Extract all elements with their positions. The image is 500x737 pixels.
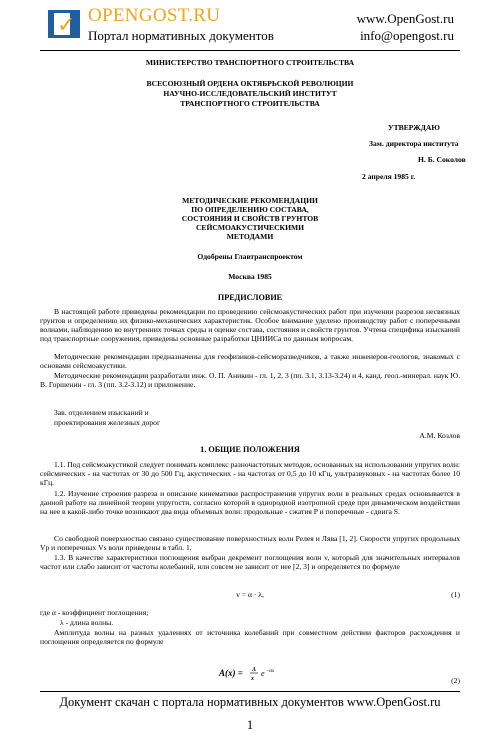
preface-paragraph-2: Методические рекомендации предназначены для геофизиков-сейсморазведчиков, а также инженеров-геологов, знакомых с основами сейсмоакустики. <box>40 352 460 370</box>
approval-position: Зам. директора института <box>369 139 459 148</box>
institute-line-3: ТРАНСПОРТНОГО СТРОИТЕЛЬСТВА <box>180 99 320 108</box>
checkmark-icon: ✓ <box>57 13 76 38</box>
ministry-name: МИНИСТЕРСТВО ТРАНСПОРТНОГО СТРОИТЕЛЬСТВА <box>145 58 355 67</box>
doc-title-line-5: МЕТОДАМИ <box>226 232 274 241</box>
brand-name: OPENGOST.RU <box>88 5 221 26</box>
paragraph-1-3: 1.3. В качестве характеристики поглощения выбран декремент поглощения волн v, который для значительных интервалов частот или слабо зависит от частоты колебаний, или совсем не зависит от нее [2, 3] и определяется по формуле <box>40 553 460 571</box>
paragraph-1-2: 1.2. Изучение строения разреза и описание кинематики распространения упругих волн в реальных средах основывается в данной работе на линейной теории упругости, согласно которой в однородной изотропной среде при динамическом воздействии на нее в какой-либо точке возникают два вида объемных волн: продольные - сжатия P и поперечные - сдвига S. <box>40 489 460 516</box>
svg-text:e: e <box>261 669 265 678</box>
page-number: 1 <box>246 717 254 732</box>
section-1-heading: 1. ОБЩИЕ ПОЛОЖЕНИЯ <box>200 445 300 454</box>
formula-1: v = α · λ, <box>236 590 264 599</box>
footer-divider <box>40 691 460 692</box>
department-head: А.М. Козлов <box>419 431 460 440</box>
paragraph-amplitude: Амплитуда волны на разных удалениях от источника колебаний при совместном действии факторов расхождения и поглощения определяется по формуле <box>40 628 460 646</box>
institute-line-1: ВСЕСОЮЗНЫЙ ОРДЕНА ОКТЯБРЬСКОЙ РЕВОЛЮЦИИ <box>146 79 354 88</box>
opengost-logo <box>48 10 80 38</box>
doc-title-line-3: СОСТОЯНИЯ И СВОЙСТВ ГРУНТОВ <box>181 214 319 223</box>
header-divider <box>40 50 460 51</box>
preface-heading: ПРЕДИСЛОВИЕ <box>217 293 283 302</box>
site-header <box>0 0 500 52</box>
doc-title-line-1: МЕТОДИЧЕСКИЕ РЕКОМЕНДАЦИИ <box>182 196 318 205</box>
definition-lambda: λ - длина волны. <box>60 618 114 627</box>
svg-text:A(x) =: A(x) = <box>219 668 243 678</box>
formula-1-number: (1) <box>451 590 460 599</box>
email-link[interactable]: info@opengost.ru <box>360 28 454 43</box>
place-year: Москва 1985 <box>228 272 272 281</box>
formula-2-image <box>218 664 276 682</box>
download-notice: Документ скачан с портала нормативных документов www.OpenGost.ru <box>59 695 441 709</box>
doc-title-line-4: СЕЙСМОАКУСТИЧЕСКИМИ <box>195 223 305 232</box>
doc-title-line-2: ПО ОПРЕДЕЛЕНИЮ СОСТАВА, <box>191 205 309 214</box>
svg-text:A: A <box>252 667 257 673</box>
definition-alpha: где α - коэффициент поглощения; <box>40 608 149 617</box>
svg-text:x: x <box>251 676 254 682</box>
paragraph-1-1: 1.1. Под сейсмоакустикой следует понимать комплекс разночастотных методов, основанных на использовании упругих волн: сейсмических - на частотах от 30 до 500 Гц, акустических - на частотах от 0,5 до 10 кГц, ультразвуковых - на частотах более 10 кГц. <box>40 460 460 487</box>
approval-title: УТВЕРЖДАЮ <box>388 123 440 132</box>
department-line-1: Зав. отделением изысканий и <box>54 408 149 417</box>
brand-tagline: Портал нормативных документов <box>88 28 274 43</box>
paragraph-1-2-continued: Со свободной поверхностью связано существование поверхностных волн Релея и Лява [1, 2]. Скорости упругих продольных Vp и поперечных Vs волн приведены в табл. 1. <box>40 534 460 552</box>
approved-by: Одобрены Главтранспроектом <box>197 252 303 261</box>
approval-name: Н. Б. Соколов <box>418 155 466 164</box>
site-link[interactable]: www.OpenGost.ru <box>356 11 454 26</box>
svg-text:−αx: −αx <box>266 669 275 674</box>
department-line-2: проектирования железных дорог <box>54 418 161 427</box>
institute-line-2: НАУЧНО-ИССЛЕДОВАТЕЛЬСКИЙ ИНСТИТУТ <box>163 89 337 98</box>
approval-date: 2 апреля 1985 г. <box>362 172 416 181</box>
preface-paragraph-1: В настоящей работе приведены рекомендации по проведению сейсмоакустических работ при изучении разрезов несвязных грунтов и определению их физико-механических характеристик. Особое внимание уделено производству работ с поперечными волнами, наблюдению во внутренних точках среды и оценке состава, состояния и свойств грунтов. Учтена специфика изысканий под транспортные сооружения, приведены основные разработки ЦНИИСа по данным вопросам. <box>40 307 460 343</box>
preface-paragraph-3: Методические рекомендации разработали инж. О. П. Аникин - гл. 1, 2, 3 (пп. 3.1, 3.13-3.24) и 4, канд. геол.-минерал. наук Ю. В. Горшенин - гл. 3 (пп. 3.2-3.12) и приложение. <box>40 371 460 389</box>
formula-2-number: (2) <box>451 676 460 685</box>
